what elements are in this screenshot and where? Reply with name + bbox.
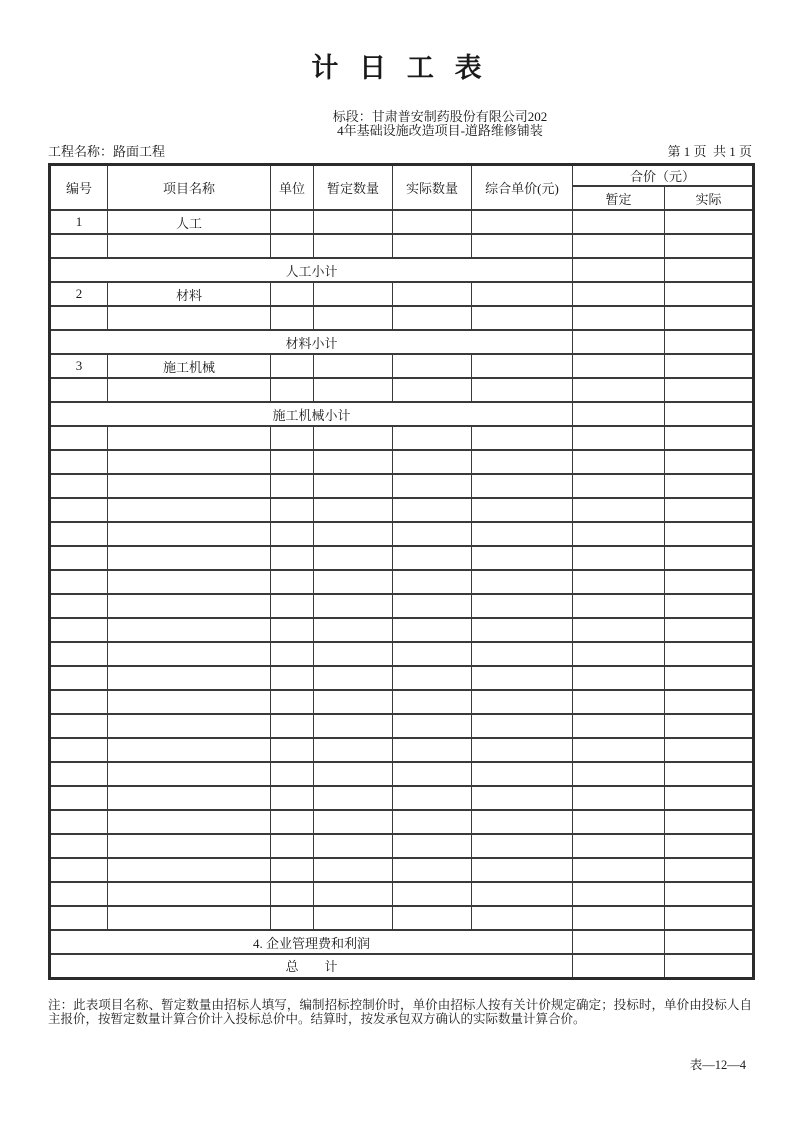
serial-cell: 1 xyxy=(50,210,108,234)
amount-provisional-cell xyxy=(573,786,665,810)
actual-qty-cell xyxy=(393,546,472,570)
subtotal-label-cell: 施工机械小计 xyxy=(50,402,573,426)
table-row-blank xyxy=(50,378,754,402)
table-row-total xyxy=(50,954,754,978)
serial-cell xyxy=(50,522,108,546)
serial-cell xyxy=(50,474,108,498)
amount-provisional-cell xyxy=(573,258,665,282)
unit-price-cell xyxy=(472,282,573,306)
amount-provisional-cell xyxy=(573,354,665,378)
page-content xyxy=(48,0,752,1073)
actual-qty-cell xyxy=(393,714,472,738)
table-row-blank xyxy=(50,306,754,330)
item-name-cell xyxy=(108,642,271,666)
amount-actual-cell xyxy=(665,786,754,810)
unit-cell xyxy=(271,522,314,546)
amount-provisional-cell xyxy=(573,234,665,258)
item-name-cell xyxy=(108,786,271,810)
unit-cell xyxy=(271,738,314,762)
serial-cell xyxy=(50,738,108,762)
unit-cell xyxy=(271,642,314,666)
unit-price-cell xyxy=(472,618,573,642)
item-name-cell xyxy=(108,906,271,930)
amount-actual-cell xyxy=(665,666,754,690)
serial-cell xyxy=(50,882,108,906)
amount-provisional-cell xyxy=(573,378,665,402)
unit-cell xyxy=(271,714,314,738)
actual-qty-cell xyxy=(393,882,472,906)
amount-provisional-cell xyxy=(573,594,665,618)
amount-actual-cell xyxy=(665,882,754,906)
actual-qty-cell xyxy=(393,282,472,306)
unit-cell xyxy=(271,594,314,618)
actual-qty-cell xyxy=(393,666,472,690)
actual-qty-cell xyxy=(393,498,472,522)
provisional-qty-cell xyxy=(314,426,393,450)
actual-qty-cell xyxy=(393,594,472,618)
actual-qty-cell xyxy=(393,234,472,258)
amount-provisional-cell xyxy=(573,330,665,354)
amount-provisional-cell xyxy=(573,906,665,930)
amount-actual-cell xyxy=(665,858,754,882)
item-name-cell xyxy=(108,378,271,402)
table-row-blank xyxy=(50,690,754,714)
unit-price-cell xyxy=(472,234,573,258)
unit-cell xyxy=(271,666,314,690)
amount-provisional-cell xyxy=(573,810,665,834)
table-row-blank xyxy=(50,714,754,738)
unit-cell xyxy=(271,618,314,642)
daywork-table xyxy=(48,163,755,980)
unit-cell xyxy=(271,450,314,474)
actual-qty-cell xyxy=(393,858,472,882)
serial-cell xyxy=(50,786,108,810)
amount-provisional-cell xyxy=(573,690,665,714)
table-row-item xyxy=(50,282,754,306)
table-row-blank xyxy=(50,810,754,834)
table-row-blank xyxy=(50,906,754,930)
actual-qty-cell xyxy=(393,906,472,930)
serial-cell: 2 xyxy=(50,282,108,306)
amount-provisional-cell xyxy=(573,474,665,498)
amount-provisional-cell xyxy=(573,666,665,690)
item-name-cell xyxy=(108,522,271,546)
amount-provisional-cell xyxy=(573,570,665,594)
item-name-cell xyxy=(108,474,271,498)
unit-price-cell xyxy=(472,810,573,834)
header-serial: 编号 xyxy=(50,165,108,211)
provisional-qty-cell xyxy=(314,738,393,762)
amount-actual-cell xyxy=(665,522,754,546)
unit-price-cell xyxy=(472,642,573,666)
serial-cell xyxy=(50,546,108,570)
amount-actual-cell xyxy=(665,378,754,402)
unit-price-cell xyxy=(472,762,573,786)
unit-price-cell xyxy=(472,666,573,690)
unit-cell xyxy=(271,810,314,834)
table-row-blank xyxy=(50,762,754,786)
page-number-info: 第 1 页 共 1 页 xyxy=(667,144,752,159)
amount-actual-cell xyxy=(665,210,754,234)
amount-actual-cell xyxy=(665,594,754,618)
item-name-cell xyxy=(108,306,271,330)
amount-provisional-cell xyxy=(573,954,665,978)
amount-provisional-cell xyxy=(573,402,665,426)
provisional-qty-cell xyxy=(314,882,393,906)
provisional-qty-cell xyxy=(314,642,393,666)
provisional-qty-cell xyxy=(314,210,393,234)
item-name-cell xyxy=(108,450,271,474)
provisional-qty-cell xyxy=(314,546,393,570)
subtotal-label-cell: 人工小计 xyxy=(50,258,573,282)
provisional-qty-cell xyxy=(314,786,393,810)
unit-price-cell xyxy=(472,570,573,594)
item-name-cell xyxy=(108,666,271,690)
amount-provisional-cell xyxy=(573,546,665,570)
header-amount-actual: 实际 xyxy=(665,186,754,210)
provisional-qty-cell xyxy=(314,594,393,618)
amount-actual-cell xyxy=(665,954,754,978)
management-label-cell: 4. 企业管理费和利润 xyxy=(50,930,573,954)
unit-price-cell xyxy=(472,450,573,474)
unit-price-cell xyxy=(472,858,573,882)
table-row-blank xyxy=(50,570,754,594)
serial-cell xyxy=(50,426,108,450)
unit-cell xyxy=(271,906,314,930)
provisional-qty-cell xyxy=(314,378,393,402)
table-row-blank xyxy=(50,450,754,474)
header-item-name: 项目名称 xyxy=(108,165,271,211)
amount-provisional-cell xyxy=(573,834,665,858)
amount-provisional-cell xyxy=(573,714,665,738)
item-name-cell xyxy=(108,594,271,618)
amount-actual-cell xyxy=(665,738,754,762)
serial-cell xyxy=(50,810,108,834)
header-actual-qty: 实际数量 xyxy=(393,165,472,211)
serial-cell xyxy=(50,618,108,642)
amount-actual-cell xyxy=(665,402,754,426)
amount-actual-cell xyxy=(665,498,754,522)
tender-section-line2: 4年基础设施改造项目-道路维修铺装 xyxy=(337,123,543,138)
item-name-cell xyxy=(108,810,271,834)
actual-qty-cell xyxy=(393,690,472,714)
unit-cell xyxy=(271,306,314,330)
serial-cell xyxy=(50,642,108,666)
unit-price-cell xyxy=(472,906,573,930)
table-row-subtotal xyxy=(50,402,754,426)
unit-cell xyxy=(271,546,314,570)
unit-price-cell xyxy=(472,690,573,714)
provisional-qty-cell xyxy=(314,522,393,546)
amount-provisional-cell xyxy=(573,522,665,546)
actual-qty-cell xyxy=(393,642,472,666)
item-name-cell xyxy=(108,234,271,258)
actual-qty-cell xyxy=(393,522,472,546)
table-row-blank xyxy=(50,786,754,810)
header-unit-price: 综合单价(元) xyxy=(472,165,573,211)
unit-price-cell xyxy=(472,522,573,546)
provisional-qty-cell xyxy=(314,858,393,882)
amount-actual-cell xyxy=(665,474,754,498)
table-row-item xyxy=(50,210,754,234)
amount-actual-cell xyxy=(665,906,754,930)
serial-cell xyxy=(50,666,108,690)
unit-price-cell xyxy=(472,498,573,522)
table-row-subtotal xyxy=(50,330,754,354)
amount-provisional-cell xyxy=(573,858,665,882)
header-amount: 合价（元） xyxy=(573,165,754,187)
item-name-cell: 施工机械 xyxy=(108,354,271,378)
amount-provisional-cell xyxy=(573,426,665,450)
serial-cell xyxy=(50,378,108,402)
actual-qty-cell xyxy=(393,618,472,642)
actual-qty-cell xyxy=(393,354,472,378)
unit-price-cell xyxy=(472,738,573,762)
table-row-blank xyxy=(50,618,754,642)
actual-qty-cell xyxy=(393,474,472,498)
item-name-cell: 人工 xyxy=(108,210,271,234)
provisional-qty-cell xyxy=(314,762,393,786)
actual-qty-cell xyxy=(393,810,472,834)
table-row-management xyxy=(50,930,754,954)
amount-actual-cell xyxy=(665,546,754,570)
item-name-cell xyxy=(108,834,271,858)
unit-cell xyxy=(271,690,314,714)
amount-actual-cell xyxy=(665,642,754,666)
amount-actual-cell xyxy=(665,306,754,330)
provisional-qty-cell xyxy=(314,810,393,834)
amount-provisional-cell xyxy=(573,738,665,762)
item-name-cell xyxy=(108,618,271,642)
unit-cell xyxy=(271,762,314,786)
item-name-cell xyxy=(108,546,271,570)
item-name-cell xyxy=(108,498,271,522)
unit-cell xyxy=(271,858,314,882)
unit-price-cell xyxy=(472,786,573,810)
unit-cell xyxy=(271,354,314,378)
actual-qty-cell xyxy=(393,762,472,786)
actual-qty-cell xyxy=(393,450,472,474)
table-row-blank xyxy=(50,594,754,618)
unit-price-cell xyxy=(472,378,573,402)
header-unit: 单位 xyxy=(271,165,314,211)
amount-actual-cell xyxy=(665,762,754,786)
item-name-cell xyxy=(108,690,271,714)
unit-price-cell xyxy=(472,306,573,330)
provisional-qty-cell xyxy=(314,354,393,378)
serial-cell: 3 xyxy=(50,354,108,378)
table-row-blank xyxy=(50,882,754,906)
table-row-blank xyxy=(50,858,754,882)
item-name-cell: 材料 xyxy=(108,282,271,306)
subtotal-label-cell: 材料小计 xyxy=(50,330,573,354)
unit-price-cell xyxy=(472,546,573,570)
total-label-cell: 总 计 xyxy=(50,954,573,978)
amount-actual-cell xyxy=(665,690,754,714)
table-row-item xyxy=(50,354,754,378)
serial-cell xyxy=(50,570,108,594)
unit-price-cell xyxy=(472,714,573,738)
tender-section-line1: 标段：甘肃普安制药股份有限公司202 xyxy=(332,109,548,124)
unit-cell xyxy=(271,210,314,234)
unit-cell xyxy=(271,234,314,258)
unit-price-cell xyxy=(472,354,573,378)
unit-price-cell xyxy=(472,426,573,450)
provisional-qty-cell xyxy=(314,282,393,306)
item-name-cell xyxy=(108,738,271,762)
amount-provisional-cell xyxy=(573,930,665,954)
item-name-cell xyxy=(108,882,271,906)
amount-provisional-cell xyxy=(573,618,665,642)
serial-cell xyxy=(50,714,108,738)
actual-qty-cell xyxy=(393,786,472,810)
document-title: 计 日 工 表 xyxy=(311,53,489,83)
unit-cell xyxy=(271,498,314,522)
serial-cell xyxy=(50,450,108,474)
unit-cell xyxy=(271,834,314,858)
tender-section-label xyxy=(320,110,560,138)
provisional-qty-cell xyxy=(314,234,393,258)
amount-actual-cell xyxy=(665,234,754,258)
amount-actual-cell xyxy=(665,330,754,354)
provisional-qty-cell xyxy=(314,906,393,930)
serial-cell xyxy=(50,858,108,882)
item-name-cell xyxy=(108,426,271,450)
unit-price-cell xyxy=(472,594,573,618)
amount-provisional-cell xyxy=(573,210,665,234)
meta-row xyxy=(48,144,752,160)
table-row-blank xyxy=(50,642,754,666)
unit-cell xyxy=(271,474,314,498)
actual-qty-cell xyxy=(393,378,472,402)
provisional-qty-cell xyxy=(314,450,393,474)
table-row-blank xyxy=(50,834,754,858)
table-row-blank xyxy=(50,522,754,546)
unit-cell xyxy=(271,378,314,402)
amount-actual-cell xyxy=(665,426,754,450)
amount-provisional-cell xyxy=(573,282,665,306)
amount-provisional-cell xyxy=(573,642,665,666)
serial-cell xyxy=(50,690,108,714)
serial-cell xyxy=(50,906,108,930)
amount-actual-cell xyxy=(665,258,754,282)
project-name-label: 工程名称：路面工程 xyxy=(48,144,166,159)
amount-actual-cell xyxy=(665,570,754,594)
table-row-blank xyxy=(50,738,754,762)
actual-qty-cell xyxy=(393,834,472,858)
provisional-qty-cell xyxy=(314,306,393,330)
provisional-qty-cell xyxy=(314,834,393,858)
unit-cell xyxy=(271,570,314,594)
table-row-subtotal xyxy=(50,258,754,282)
unit-cell xyxy=(271,786,314,810)
item-name-cell xyxy=(108,714,271,738)
amount-provisional-cell xyxy=(573,882,665,906)
unit-price-cell xyxy=(472,882,573,906)
unit-cell xyxy=(271,282,314,306)
actual-qty-cell xyxy=(393,570,472,594)
provisional-qty-cell xyxy=(314,666,393,690)
item-name-cell xyxy=(108,570,271,594)
table-row-blank xyxy=(50,474,754,498)
actual-qty-cell xyxy=(393,738,472,762)
unit-cell xyxy=(271,426,314,450)
serial-cell xyxy=(50,306,108,330)
amount-provisional-cell xyxy=(573,762,665,786)
unit-price-cell xyxy=(472,210,573,234)
actual-qty-cell xyxy=(393,426,472,450)
note-text: 注：此表项目名称、暂定数量由招标人填写，编制招标控制价时，单价由招标人按有关计价规定确定；投标时，单价由投标人自主报价，按暂定数量计算合价计入投标总价中。结算时，按发承包双方确认的实际数量计算合价。 xyxy=(48,997,752,1026)
table-row-blank xyxy=(50,426,754,450)
amount-actual-cell xyxy=(665,618,754,642)
amount-actual-cell xyxy=(665,834,754,858)
item-name-cell xyxy=(108,858,271,882)
unit-cell xyxy=(271,882,314,906)
serial-cell xyxy=(50,762,108,786)
actual-qty-cell xyxy=(393,306,472,330)
table-row-blank xyxy=(50,666,754,690)
amount-actual-cell xyxy=(665,930,754,954)
provisional-qty-cell xyxy=(314,498,393,522)
amount-actual-cell xyxy=(665,354,754,378)
provisional-qty-cell xyxy=(314,714,393,738)
daywork-table-body xyxy=(50,210,754,978)
daywork-table-header xyxy=(50,165,754,211)
provisional-qty-cell xyxy=(314,570,393,594)
serial-cell xyxy=(50,234,108,258)
amount-provisional-cell xyxy=(573,498,665,522)
serial-cell xyxy=(50,834,108,858)
form-code: 表—12—4 xyxy=(689,1057,746,1072)
amount-provisional-cell xyxy=(573,306,665,330)
serial-cell xyxy=(50,594,108,618)
amount-actual-cell xyxy=(665,282,754,306)
unit-price-cell xyxy=(472,834,573,858)
provisional-qty-cell xyxy=(314,474,393,498)
header-amount-provisional: 暂定 xyxy=(573,186,665,210)
actual-qty-cell xyxy=(393,210,472,234)
table-row-blank xyxy=(50,234,754,258)
unit-price-cell xyxy=(472,474,573,498)
amount-provisional-cell xyxy=(573,450,665,474)
table-row-blank xyxy=(50,546,754,570)
provisional-qty-cell xyxy=(314,690,393,714)
provisional-qty-cell xyxy=(314,618,393,642)
item-name-cell xyxy=(108,762,271,786)
amount-actual-cell xyxy=(665,810,754,834)
amount-actual-cell xyxy=(665,714,754,738)
serial-cell xyxy=(50,498,108,522)
header-provisional-qty: 暂定数量 xyxy=(314,165,393,211)
amount-actual-cell xyxy=(665,450,754,474)
table-row-blank xyxy=(50,498,754,522)
